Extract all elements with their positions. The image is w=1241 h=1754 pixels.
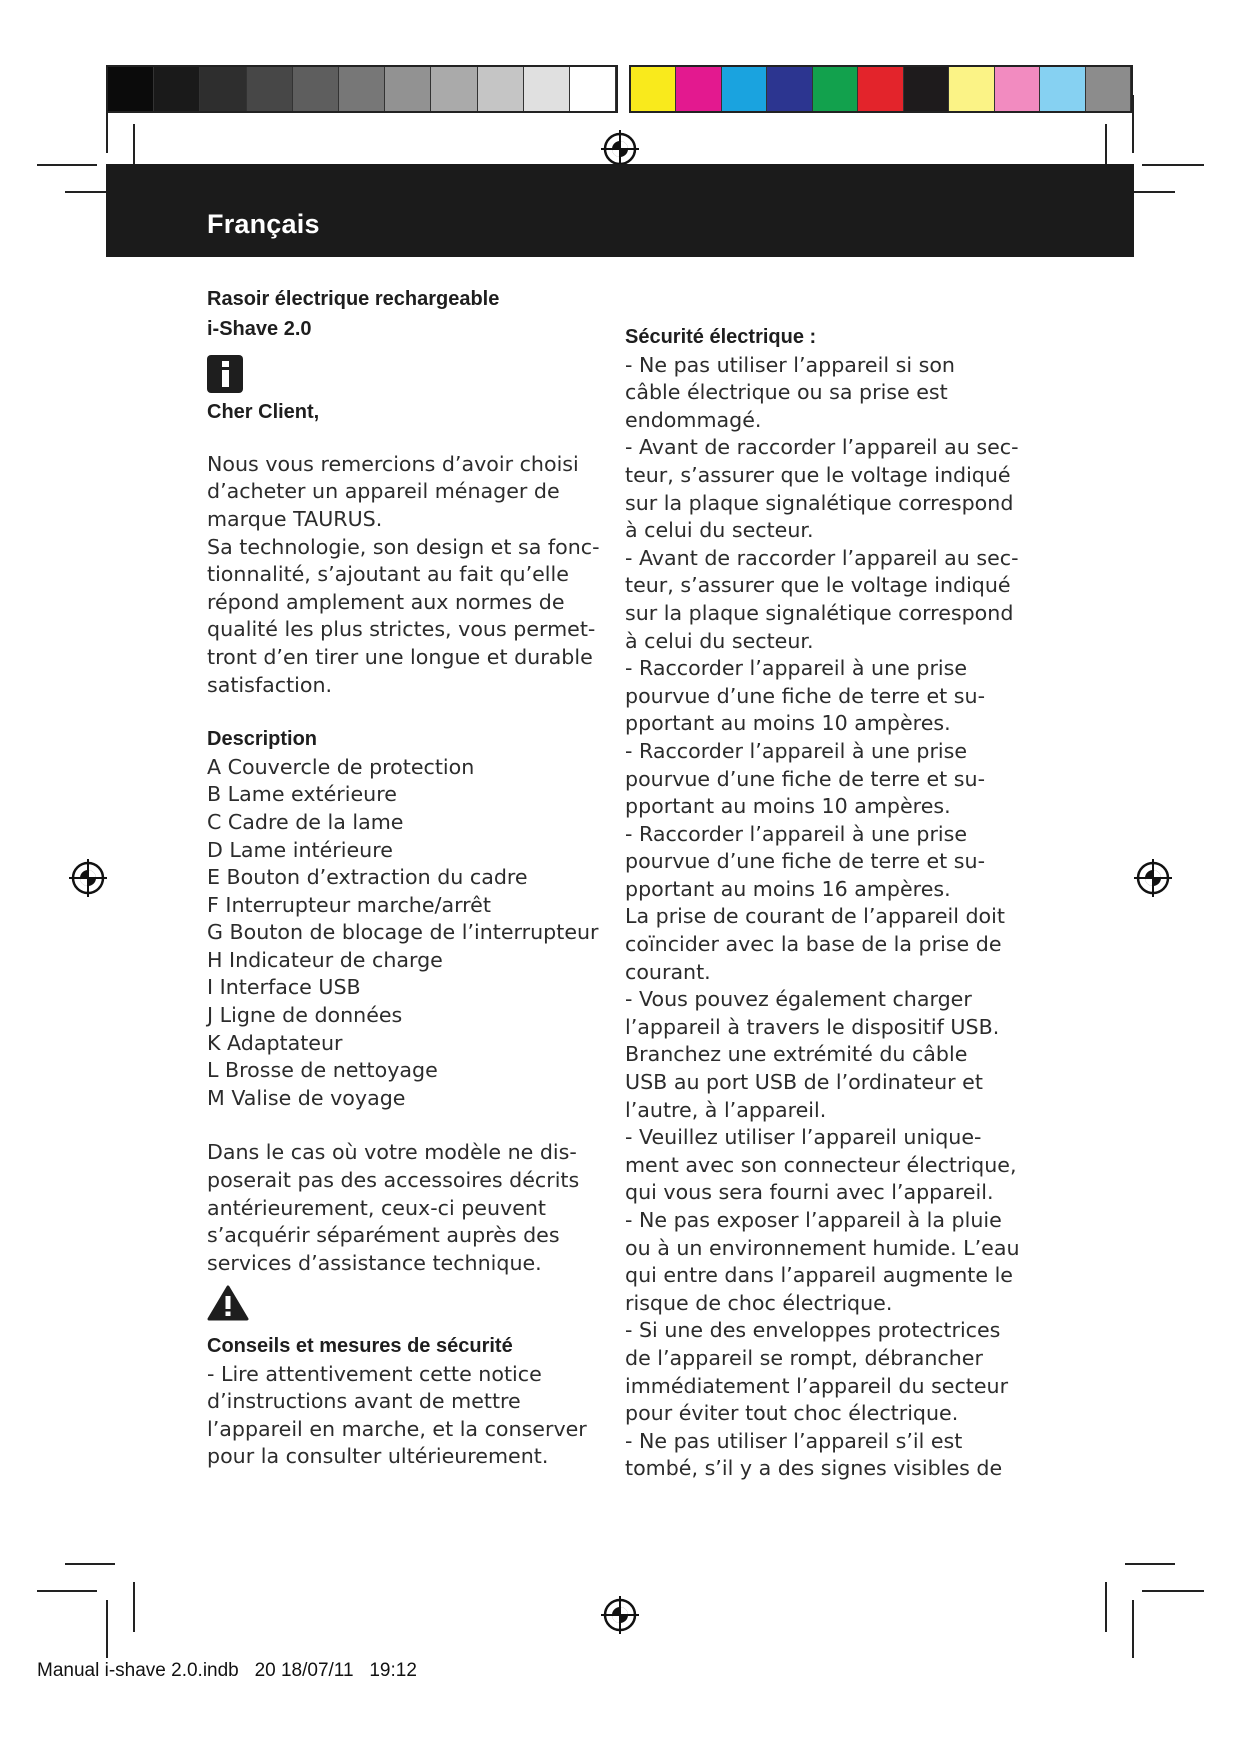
crop-mark (106, 1600, 108, 1658)
intro-line: répond amplement aux normes de (207, 589, 565, 614)
electrical-safety-line: qui entre dans l’appareil augmente le (625, 1263, 1013, 1288)
crop-mark (65, 1563, 115, 1565)
safety-line: d’instructions avant de mettre (207, 1389, 521, 1414)
electrical-safety-line: - Veuillez utiliser l’appareil unique- (625, 1125, 982, 1150)
description-list (207, 754, 597, 1113)
description-heading: Description (207, 728, 318, 751)
color-swatch (1040, 67, 1085, 111)
accessories-line: services d’assistance technique. (207, 1250, 542, 1275)
crop-mark (1105, 1582, 1107, 1632)
intro-line: d’acheter un appareil ménager de (207, 479, 560, 504)
registration-target-icon (1133, 858, 1173, 898)
electrical-safety-line: à celui du secteur. (625, 628, 814, 653)
crop-mark (133, 1582, 135, 1632)
color-swatch (904, 67, 949, 111)
electrical-safety-line: ment avec son connecteur électrique, (625, 1152, 1017, 1177)
electrical-safety-line: pportant au moins 16 ampères. (625, 876, 951, 901)
intro-line: satisfaction. (207, 672, 333, 697)
intro-line: marque TAURUS. (207, 506, 383, 531)
grayscale-swatch (570, 67, 616, 111)
safety-paragraph (207, 1361, 597, 1471)
greeting: Cher Client, (207, 401, 320, 424)
accessories-line: poserait pas des accessoires décrits (207, 1168, 580, 1193)
crop-mark (1132, 1600, 1134, 1658)
electrical-safety-line: - Ne pas utiliser l’appareil si son (625, 352, 955, 377)
color-swatch (722, 67, 767, 111)
color-swatch (676, 67, 721, 111)
safety-heading: Conseils et mesures de sécurité (207, 1335, 513, 1357)
description-item: H Indicateur de charge (207, 947, 443, 972)
electrical-safety-line: USB au port USB de l’ordinateur et (625, 1070, 983, 1095)
intro-line: tionnalité, s’ajoutant au fait qu’elle (207, 562, 569, 587)
grayscale-calibration-bar (106, 65, 618, 113)
grayscale-swatch (293, 67, 339, 111)
accessories-line: antérieurement, ceux-ci peuvent (207, 1195, 546, 1220)
electrical-safety-line: endommagé. (625, 407, 762, 432)
electrical-safety-line: Branchez une extrémité du câble (625, 1042, 968, 1067)
color-calibration-bar (629, 65, 1133, 113)
crop-mark (1125, 1563, 1175, 1565)
description-item: C Cadre de la lame (207, 809, 404, 834)
color-swatch (1086, 67, 1131, 111)
safety-line: pour la consulter ultérieurement. (207, 1444, 549, 1469)
electrical-safety-line: de l’appareil se rompt, débrancher (625, 1345, 983, 1370)
electrical-safety-line: teur, s’assurer que le voltage indiqué (625, 573, 1011, 598)
grayscale-swatch (247, 67, 293, 111)
electrical-safety-line: - Ne pas exposer l’appareil à la pluie (625, 1208, 1002, 1232)
grayscale-swatch (385, 67, 431, 111)
grayscale-swatch (154, 67, 200, 111)
accessories-line: Dans le cas où votre modèle ne dis- (207, 1140, 577, 1165)
electrical-safety-line: sur la plaque signalétique correspond (625, 600, 1014, 625)
electrical-safety-line: ou à un environnement humide. L’eau (625, 1235, 1020, 1260)
description-item: E Bouton d’extraction du cadre (207, 865, 528, 890)
accessories-paragraph (207, 1139, 597, 1277)
grayscale-swatch (478, 67, 524, 111)
electrical-safety-line: - Raccorder l’appareil à une prise (625, 738, 968, 763)
electrical-safety-line: teur, s’assurer que le voltage indiqué (625, 462, 1011, 487)
electrical-safety-line: - Avant de raccorder l’appareil au sec- (625, 435, 1019, 460)
info-icon (207, 355, 243, 393)
intro-paragraph (207, 451, 600, 699)
grayscale-swatch (524, 67, 570, 111)
color-swatch (858, 67, 903, 111)
print-slug: Manual i-shave 2.0.indb 20 18/07/11 19:12 (37, 1660, 417, 1681)
color-swatch (813, 67, 858, 111)
registration-target-icon (68, 858, 108, 898)
intro-line: tront d’en tirer une longue et durable (207, 644, 593, 669)
electrical-safety-line: - Ne pas utiliser l’appareil s’il est (625, 1428, 963, 1453)
right-column (625, 324, 1025, 1483)
description-item: F Interrupteur marche/arrêt (207, 892, 491, 917)
intro-line: Nous vous remercions d’avoir choisi (207, 451, 579, 476)
electrical-safety-line: - Vous pouvez également charger (625, 987, 972, 1012)
electrical-safety-line: à celui du secteur. (625, 518, 814, 543)
crop-mark (1142, 164, 1204, 166)
electrical-safety-paragraph (625, 352, 1025, 1483)
description-item: J Ligne de données (207, 1003, 403, 1028)
description-item: I Interface USB (207, 975, 361, 1000)
safety-line: l’appareil en marche, et la conserver (207, 1416, 587, 1441)
product-title-line-2: i-Shave 2.0 (207, 317, 312, 340)
electrical-safety-line: qui vous sera fourni avec l’appareil. (625, 1180, 994, 1205)
crop-mark (1132, 95, 1134, 153)
electrical-safety-line: câble électrique ou sa prise est (625, 380, 948, 405)
electrical-safety-line: pportant au moins 10 ampères. (625, 711, 951, 736)
electrical-safety-line: - Raccorder l’appareil à une prise (625, 821, 968, 846)
electrical-safety-heading: Sécurité électrique : (625, 326, 817, 348)
electrical-safety-line: sur la plaque signalétique correspond (625, 490, 1014, 515)
electrical-safety-line: - Si une des enveloppes protectrices (625, 1318, 1001, 1343)
registration-target-icon (600, 129, 640, 169)
description-item: D Lame intérieure (207, 837, 393, 862)
crop-mark (37, 164, 97, 166)
electrical-safety-line: pourvue d’une fiche de terre et su- (625, 683, 986, 708)
crop-mark (106, 95, 108, 153)
description-item: B Lame extérieure (207, 782, 397, 807)
warning-triangle-icon (207, 1285, 249, 1321)
electrical-safety-line: l’appareil à travers le dispositif USB. (625, 1014, 1000, 1039)
electrical-safety-line: tombé, s’il y a des signes visibles de (625, 1456, 1003, 1481)
electrical-safety-line: La prise de courant de l’appareil doit (625, 904, 1005, 929)
electrical-safety-line: courant. (625, 959, 711, 984)
safety-line: - Lire attentivement cette notice (207, 1361, 542, 1386)
crop-mark (1142, 1590, 1204, 1592)
description-item: L Brosse de nettoyage (207, 1058, 438, 1083)
electrical-safety-line: - Avant de raccorder l’appareil au sec- (625, 545, 1019, 570)
color-swatch (995, 67, 1040, 111)
electrical-safety-line: pourvue d’une fiche de terre et su- (625, 849, 986, 874)
electrical-safety-line: pourvue d’une fiche de terre et su- (625, 766, 986, 791)
electrical-safety-line: pportant au moins 10 ampères. (625, 794, 951, 819)
color-swatch (767, 67, 812, 111)
registration-target-icon (600, 1595, 640, 1635)
grayscale-swatch (200, 67, 246, 111)
electrical-safety-line: immédiatement l’appareil du secteur (625, 1373, 1009, 1398)
electrical-safety-line: coïncider avec la base de la prise de (625, 932, 1002, 957)
color-swatch (631, 67, 676, 111)
intro-line: Sa technologie, son design et sa fonc- (207, 534, 600, 559)
electrical-safety-line: risque de choc électrique. (625, 1290, 893, 1315)
product-title-line-1: Rasoir électrique rechargeable (207, 288, 500, 310)
page-title: Français (207, 209, 320, 239)
description-item: A Couvercle de protection (207, 754, 475, 779)
electrical-safety-line: - Raccorder l’appareil à une prise (625, 656, 968, 681)
electrical-safety-line: pour éviter tout choc électrique. (625, 1401, 959, 1426)
electrical-safety-line: l’autre, à l’appareil. (625, 1097, 827, 1122)
crop-mark (37, 1590, 97, 1592)
grayscale-swatch (108, 67, 154, 111)
description-item: K Adaptateur (207, 1030, 343, 1055)
intro-line: qualité les plus strictes, vous permet- (207, 617, 596, 642)
description-item: G Bouton de blocage de l’interrupteur (207, 920, 599, 945)
description-item: M Valise de voyage (207, 1085, 406, 1110)
color-swatch (949, 67, 994, 111)
accessories-line: s’acquérir séparément auprès des (207, 1223, 560, 1248)
grayscale-swatch (431, 67, 477, 111)
left-column (207, 286, 600, 1471)
grayscale-swatch (339, 67, 385, 111)
